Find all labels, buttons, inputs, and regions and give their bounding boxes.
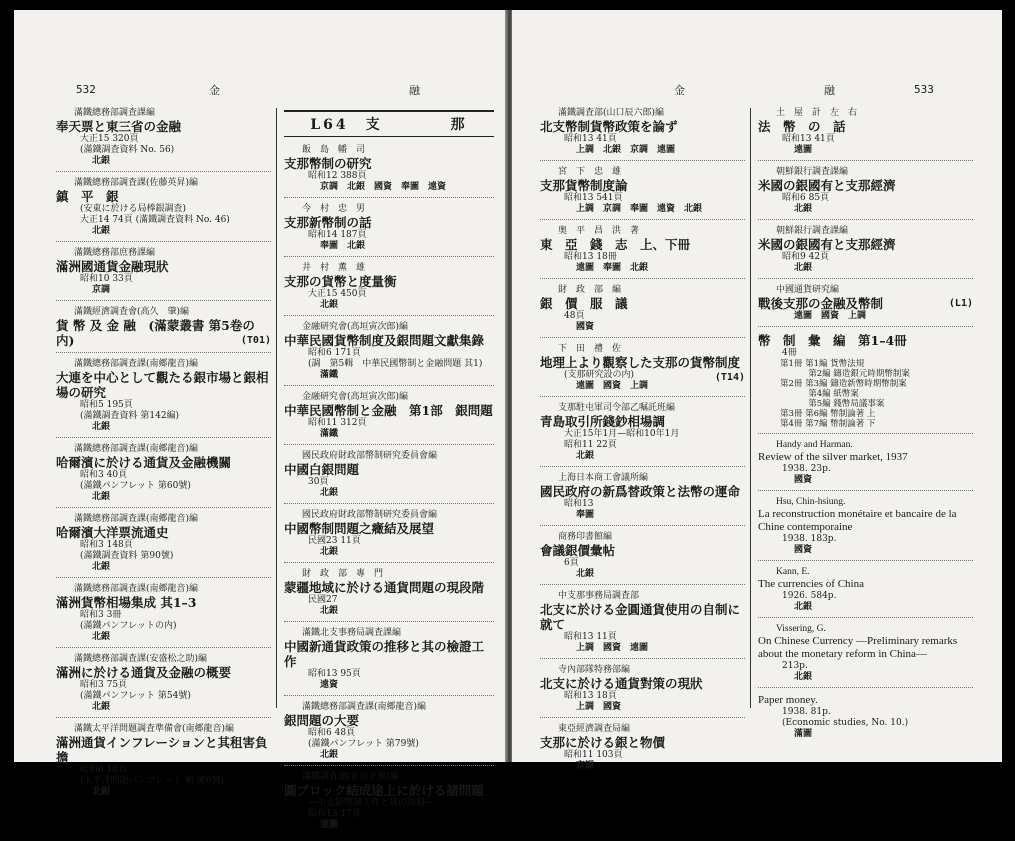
catalog-entry	[56, 444, 271, 508]
entry-title: 會議銀價彙帖	[540, 543, 616, 558]
catalog-entry	[56, 307, 271, 353]
entry-title: 滿洲國通貨金融現狀	[56, 259, 169, 274]
entry-author: 國民政府財政部幣制研究委員會編	[302, 451, 438, 461]
catalog-entry	[284, 204, 494, 257]
entry-author: 滿鐵總務部庶務課編	[74, 248, 156, 258]
entry-author: 朝鮮銀行調査課編	[776, 167, 849, 177]
entry-holding-libraries: 北銀	[320, 606, 339, 616]
entry-title: 中國幣制問題之癥結及展望	[284, 521, 435, 536]
entry-holding-libraries: 遠圖 奉圖 北銀	[576, 263, 649, 273]
entry-title: 大連を中心として觀たる銀市場と銀相場の研究	[56, 370, 269, 400]
entry-series-info: (滿鐵パンフレット 第79號)	[308, 739, 419, 749]
running-head-right-b: 融	[824, 84, 836, 97]
entry-author: 支那駐屯軍司令部乙嘱託班編	[558, 403, 676, 413]
entry-series-info: (滿鐵調査資料 第90號)	[80, 551, 174, 561]
entry-publication-info: 昭和13 11頁	[564, 632, 617, 642]
catalog-entry	[56, 514, 271, 578]
catalog-entry	[758, 497, 973, 561]
entry-publication-info: 6頁	[564, 558, 579, 568]
catalog-entry	[540, 473, 745, 526]
entry-author: 滿鐵總務部調査課編	[74, 108, 156, 118]
entry-series-info: (滿鐵調査資料 第142編)	[80, 411, 180, 421]
entry-title: 鎮 平 銀	[56, 189, 119, 204]
entry-author: 滿鐵總務部調査課(南郷龍音)編	[74, 359, 199, 369]
entry-title: 北支に於ける通貨對策の現狀	[540, 676, 703, 691]
catalog-entry	[540, 226, 745, 279]
catalog-entry	[540, 108, 745, 161]
running-head-left-b: 融	[409, 84, 421, 97]
catalog-entry	[540, 403, 745, 467]
entry-publication-info: —中支新幣制工作と其の問題—	[308, 798, 435, 808]
catalog-entry	[540, 167, 745, 220]
entry-holding-libraries: 京調	[92, 285, 111, 295]
entry-author: 財 政 部 編	[558, 285, 622, 295]
entry-title: 銀問題の大要	[284, 713, 360, 728]
entry-holding-libraries: 北銀	[320, 300, 339, 310]
entry-holding-libraries: 北銀	[92, 226, 111, 236]
catalog-entry	[540, 285, 745, 338]
entry-author: 金融研究會(高垣寅次郎)編	[302, 392, 409, 402]
catalog-entry	[540, 344, 745, 397]
entry-volume-list: 第1冊 第1編 貨幣法規 第2編 鑄造銀元時期幣制案 第2冊 第3編 鑄造新幣時期幣制案 第4編 紙幣案 第5編 錢幣局議事案 第3冊 第6編 幣制論著 上 第4冊 第7編 幣制論著 下	[780, 359, 910, 429]
catalog-entry	[284, 772, 494, 835]
entry-holding-libraries: 北銀	[320, 547, 339, 557]
entry-publication-info: 昭和5 195頁	[80, 400, 133, 410]
entry-holding-libraries: 北銀	[92, 787, 111, 797]
catalog-entry	[284, 263, 494, 316]
entry-holding-libraries: 滿圖	[794, 729, 813, 739]
catalog-entry	[56, 724, 271, 802]
entry-author: Hsu, Chin-hsiung.	[776, 497, 846, 507]
entry-title: Paper money.	[758, 694, 818, 706]
catalog-entry	[56, 108, 271, 172]
entry-title: 哈爾濱大洋票流通史	[56, 525, 169, 540]
entry-title: 地理上より觀察した支那の貨幣制度 (T14)	[540, 355, 745, 383]
entry-author: Vissering, G.	[776, 624, 826, 634]
entry-title: 幣 制 彙 編 第1–4冊	[758, 333, 907, 348]
entry-holding-libraries: 北銀	[92, 702, 111, 712]
entry-publication-info: 昭和6 48頁	[308, 728, 356, 738]
column-divider	[750, 108, 751, 708]
entry-publication-info: 民國23 11頁	[308, 536, 361, 546]
entry-publication-info: 昭和9 42頁	[782, 252, 830, 262]
page-number-left: 532	[76, 83, 96, 96]
entry-title: 支那に於ける銀と物價	[540, 735, 666, 750]
catalog-entry	[540, 724, 745, 776]
entry-series-info: (調 第5輯 中華民國幣制と金融問題 其1)	[308, 359, 483, 369]
entry-author: 上海日本商工會議所編	[558, 473, 649, 483]
entry-author: 滿鐵總務部調査課(安盛松之助)編	[74, 654, 208, 664]
entry-holding-libraries: 北銀	[320, 750, 339, 760]
entry-author: 奥 平 昌 洪 著	[558, 226, 640, 236]
entry-publication-info: 昭和10 33頁	[80, 274, 133, 284]
entry-publication-info: 大正15 450頁	[308, 289, 367, 299]
entry-title: 法 幣 の 話	[758, 119, 846, 134]
entry-series-info: 昭和13 17頁	[308, 809, 361, 819]
entry-series-info: (太平洋問題パンフレット 和 第6號)	[80, 776, 225, 786]
catalog-entry	[758, 226, 973, 279]
entry-publication-info: (安東に於ける局棒銀調査)	[80, 204, 187, 214]
catalog-entry	[758, 624, 973, 688]
entry-publication-info: 昭和13 18頁	[564, 691, 617, 701]
entry-author: 滿鐵調査部(市川正義)編	[302, 772, 400, 782]
entry-author: 滿鐵北支事務局調査課編	[302, 628, 402, 638]
entry-holding-libraries: 上調 京調 奉圖 遠資 北銀	[576, 204, 703, 214]
catalog-entry	[284, 451, 494, 504]
entry-title: 戰後支那の金融及幣制 (L1)	[758, 296, 973, 311]
entry-title: 米國の銀國有と支那經濟	[758, 178, 896, 193]
catalog-entry	[284, 145, 494, 198]
catalog-entry	[540, 591, 745, 659]
catalog-entry	[56, 248, 271, 301]
section-heading: L64 支 那	[284, 110, 494, 137]
entry-holding-libraries: 北銀	[92, 156, 111, 166]
entry-author: 朝鮮銀行調査課編	[776, 226, 849, 236]
entry-publication-info: 昭和13 95頁	[308, 669, 361, 679]
entry-title: On Chinese Currency —Preliminary remarks about the monetary reform in China—	[758, 635, 958, 660]
entry-author: 滿鐵總務部調査課(南郷龍音)編	[302, 702, 427, 712]
entry-holding-libraries: 北銀	[92, 422, 111, 432]
entry-publication-info: 大正15年1月—昭和10年1月	[564, 429, 680, 439]
entry-title: 支那新幣制の話	[284, 215, 372, 230]
entry-publication-info: 昭和13	[564, 499, 594, 509]
entry-title: 國民政府の新爲替政策と法幣の運命	[540, 484, 741, 499]
entry-publication-info: 1926. 584p.	[782, 591, 837, 601]
entry-author: 財 政 部 專 門	[302, 569, 384, 579]
entry-holding-libraries: 北銀	[794, 263, 813, 273]
entry-series-info: (滿鐵パンフレット 第54號)	[80, 691, 191, 701]
entry-author: 商務印書館編	[558, 532, 613, 542]
entry-publication-info: 民國27	[308, 595, 338, 605]
entry-series-info: (滿鐵パンフレット 第60號)	[80, 481, 191, 491]
entry-publication-info: 昭和11 312頁	[308, 418, 367, 428]
entry-title: 圓ブロック結成途上に於ける諸問題	[284, 783, 484, 798]
page-number-right: 533	[914, 83, 934, 96]
entry-title: 北支幣制貨幣政策を論ず	[540, 119, 678, 134]
entry-author: 滿鐵總務部調査課(南郷龍音)編	[74, 514, 199, 524]
right-column-2	[758, 108, 973, 750]
entry-title: 滿洲に於ける通貨及金融の概要	[56, 665, 232, 680]
entry-title: 銀 價 服 議	[540, 296, 628, 311]
entry-title: 中國白銀問題	[284, 462, 360, 477]
left-column-2	[284, 108, 494, 841]
entry-title: 支那幣制の研究	[284, 156, 372, 171]
entry-holding-libraries: 北銀	[794, 672, 813, 682]
entry-author: 中國通貨研究編	[776, 285, 840, 295]
entry-author: 滿鐵總務部調査課(佐藤英昇)編	[74, 178, 199, 188]
entry-title: 貨 幣 及 金 融 (滿蒙叢書 第5卷の内) (T01)	[56, 318, 271, 348]
catalog-entry	[758, 167, 973, 220]
entry-holding-libraries: 遠圖 國資 上調	[794, 311, 867, 321]
entry-holding-libraries: 北銀	[320, 488, 339, 498]
entry-publication-info: 昭和13 541頁	[564, 193, 623, 203]
entry-holding-libraries: 北銀	[92, 492, 111, 502]
entry-author: 滿鐵總務部調査課(南郷龍音)編	[74, 584, 199, 594]
catalog-entry	[758, 333, 973, 434]
entry-publication-info: 昭和3 40頁	[80, 470, 128, 480]
entry-publication-info: 213p.	[782, 661, 808, 671]
entry-author: 金融研究會(高垣寅次郎)編	[302, 322, 409, 332]
entry-holding-libraries: 上調 國資 遠圖	[576, 643, 649, 653]
entry-holding-libraries: 京調 北銀 國資 奉圖 遠資	[320, 182, 447, 192]
entry-publication-info: 昭和11 103頁	[564, 750, 623, 760]
entry-publication-info: 昭和12 388頁	[308, 171, 367, 181]
entry-author: 滿鐵太平洋問題調査準備會(南郷龍音)編	[74, 724, 235, 734]
entry-title: 滿洲通貨インフレーションと其租害負擔	[56, 735, 268, 765]
catalog-entry	[284, 702, 494, 766]
entry-holding-libraries: 北銀	[576, 451, 595, 461]
entry-holding-libraries: 北銀	[794, 602, 813, 612]
entry-title: 米國の銀國有と支那經濟	[758, 237, 896, 252]
entry-publication-info: (支那研究設の内)	[564, 370, 635, 380]
catalog-entry	[758, 440, 973, 491]
entry-title: Review of the silver market, 1937	[758, 451, 908, 463]
entry-holding-libraries: 遠資	[320, 680, 339, 690]
entry-series-info: (滿鐵調査資料 No. 56)	[80, 145, 175, 155]
entry-title: La reconstruction monétaire et bancaire de la Chine contemporaine	[758, 508, 957, 533]
entry-holding-libraries: 國資	[794, 545, 813, 555]
entry-publication-info: 48頁	[564, 311, 585, 321]
entry-series-info: (Economic studies, No. 10.)	[782, 718, 909, 728]
entry-holding-libraries: 北銀	[92, 632, 111, 642]
right-page	[512, 10, 1002, 771]
entry-publication-info: 昭和6 171頁	[308, 348, 361, 358]
catalog-entry	[540, 532, 745, 585]
entry-title: 支那貨幣制度論	[540, 178, 628, 193]
catalog-entry	[56, 654, 271, 718]
catalog-entry	[758, 285, 973, 327]
entry-author: 寺內部隊特務部編	[558, 665, 631, 675]
catalog-entry	[56, 584, 271, 648]
catalog-entry	[284, 322, 494, 386]
entry-holding-libraries: 遠圖	[794, 145, 813, 155]
entry-author: 土 屋 計 左 右	[776, 108, 858, 118]
catalog-entry	[758, 694, 973, 744]
entry-title: The currencies of China	[758, 578, 864, 590]
catalog-entry	[56, 359, 271, 438]
entry-holding-libraries: 奉圖	[576, 510, 595, 520]
entry-author: 國民政府財政部幣制研究委員會編	[302, 510, 438, 520]
entry-publication-info: 4冊	[782, 348, 797, 358]
entry-title: 哈爾濱に於ける通貨及金融機關	[56, 455, 232, 470]
catalog-entry	[758, 567, 973, 618]
entry-holding-libraries: 上調 國資	[576, 702, 622, 712]
entry-publication-info: 昭和13 18冊	[564, 252, 617, 262]
entry-class-code: (T01)	[240, 335, 271, 346]
entry-title: 中華民國貨幣制度及銀問題文獻集錄	[284, 333, 485, 348]
catalog-entry	[284, 510, 494, 563]
entry-series-info: 昭和11 22頁	[564, 440, 617, 450]
entry-holding-libraries: 滿鐵	[320, 370, 339, 380]
entry-publication-info: 30頁	[308, 477, 329, 487]
entry-title: 支那の貨幣と度量衡	[284, 274, 397, 289]
entry-author: 宮 下 忠 雄	[558, 167, 622, 177]
entry-holding-libraries: 北銀	[576, 569, 595, 579]
entry-publication-info: 昭和3 148頁	[80, 540, 133, 550]
entry-title: 中華民國幣制と金融 第1部 銀問題	[284, 403, 493, 418]
entry-author: 下 田 禮 佐	[558, 344, 622, 354]
column-divider	[276, 108, 277, 708]
entry-author: 中支那事務局調査部	[558, 591, 640, 601]
entry-publication-info: 昭和3 75頁	[80, 680, 128, 690]
entry-publication-info: 昭和13 41頁	[782, 134, 835, 144]
entry-author: Handy and Harman.	[776, 440, 853, 450]
entry-publication-info: 1938. 183p.	[782, 534, 837, 544]
entry-author: 東亞經濟調査局編	[558, 724, 631, 734]
catalog-entry	[56, 178, 271, 242]
entry-publication-info: 大正15 320頁	[80, 134, 139, 144]
entry-holding-libraries: 國資	[576, 322, 595, 332]
running-head-right-a: 金	[674, 84, 686, 97]
entry-author: 飯 島 幡 司	[302, 145, 366, 155]
entry-title: 北支に於ける金圓通貨使用の自制に就て	[540, 602, 741, 632]
entry-author: 滿鐵總務部調査課(南郷龍音)編	[74, 444, 199, 454]
entry-holding-libraries: 京調	[576, 761, 595, 771]
entry-author: 滿鐵調査部(山口辰六郎)編	[558, 108, 665, 118]
catalog-entry	[758, 108, 973, 161]
left-page	[14, 10, 507, 830]
entry-author: 今 村 忠 男	[302, 204, 366, 214]
entry-holding-libraries: 奉圖 北銀	[320, 241, 366, 251]
entry-holding-libraries: 遠圖 國資 上調	[576, 381, 649, 391]
entry-holding-libraries: 北銀	[92, 562, 111, 572]
entry-author: 井 村 薫 雄	[302, 263, 366, 273]
entry-title: 蒙疆地域に於ける通貨問題の現段階	[284, 580, 485, 595]
catalog-entry	[284, 569, 494, 622]
right-column-1	[540, 108, 745, 782]
entry-title: 東 亞 錢 志 上、下冊	[540, 237, 691, 252]
entry-title: 中國新通貨政策の推移と其の檢證工作	[284, 639, 485, 669]
entry-title: 滿洲貨幣相場集成 其1–3	[56, 595, 197, 610]
entry-publication-info: 昭和13 41頁	[564, 134, 617, 144]
entry-class-code: (T14)	[714, 372, 745, 383]
entry-class-code: (L1)	[948, 298, 973, 309]
entry-publication-info: 昭和14 187頁	[308, 230, 367, 240]
entry-publication-info: 昭和3 3冊	[80, 610, 122, 620]
running-head-left-a: 金	[209, 84, 221, 97]
catalog-entry	[284, 628, 494, 696]
entry-publication-info: 昭和6 10頁	[80, 765, 128, 775]
entry-holding-libraries: 上調 北銀 京調 遠圖	[576, 145, 676, 155]
entry-holding-libraries: 滿鐵	[320, 429, 339, 439]
entry-holding-libraries: 國資	[794, 475, 813, 485]
entry-author: Kann, E.	[776, 567, 810, 577]
entry-publication-info: 1938. 81p.	[782, 707, 831, 717]
entry-title: 青島取引所錢鈔相場調	[540, 414, 666, 429]
entry-publication-info: 昭和6 85頁	[782, 193, 830, 203]
entry-title: 奉天票と東三省の金融	[56, 119, 182, 134]
entry-author: 滿鐵經濟調査會(高久 肇)編	[74, 307, 190, 317]
entry-series-info: (滿鐵パンフレットの内)	[80, 621, 177, 631]
catalog-entry	[540, 665, 745, 718]
catalog-entry	[284, 392, 494, 445]
entry-holding-libraries: 遠圖	[320, 820, 339, 830]
left-column-1	[56, 108, 271, 808]
entry-holding-libraries: 北銀	[794, 204, 813, 214]
entry-publication-info: 1938. 23p.	[782, 464, 831, 474]
entry-series-info: 大正14 74頁 (滿鐵調査資料 No. 46)	[80, 215, 230, 225]
